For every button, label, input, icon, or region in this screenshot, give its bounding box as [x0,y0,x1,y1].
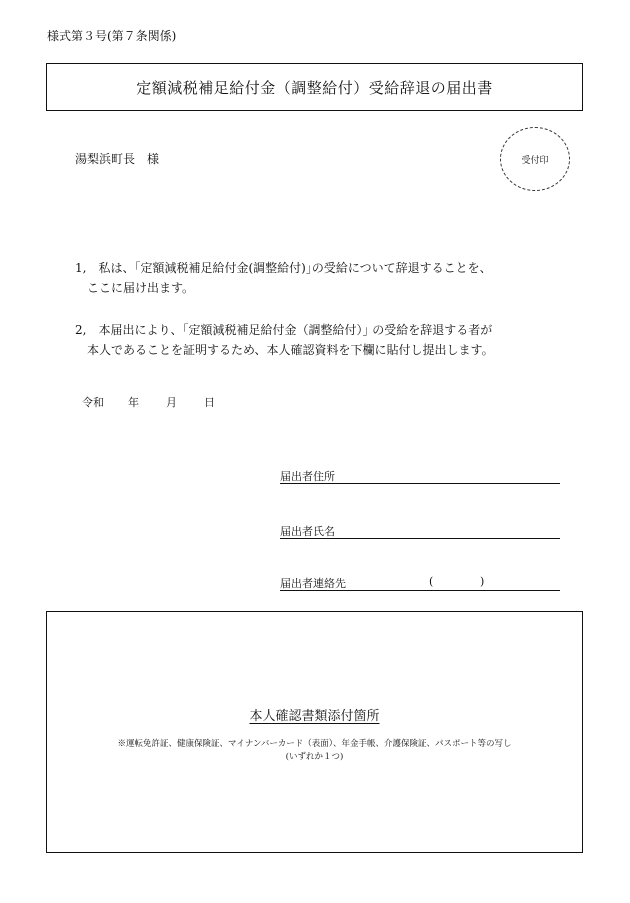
applicant-name-label: 届出者氏名 [280,525,335,538]
applicant-contact-field[interactable] [280,575,560,591]
attachment-note-line-2: (いずれか１つ) [285,752,344,762]
reception-stamp-label: 受付印 [521,155,549,166]
date-day: 日 [204,396,215,409]
contact-paren-open: ( [429,575,434,588]
attachment-title [47,705,582,724]
paragraph-1-line-1: 1, 私は、｢定額減税補足給付金(調整給付)｣の受給について辞退することを、 [75,261,492,275]
date-year: 年 [128,396,139,409]
attachment-title-text: 本人確認書類添付箇所 [249,709,380,724]
id-document-attachment-area [46,611,583,853]
applicant-address-field[interactable] [280,468,560,484]
applicant-contact-label: 届出者連絡先 [280,577,346,590]
date-era: 令和 [82,396,104,409]
paragraph-1-line-2: ここに届け出ます。 [87,281,195,295]
attachment-note [47,738,582,764]
date-row [82,394,215,410]
paragraph-2-line-1: 2, 本届出により、｢定額減税補足給付金（調整給付）｣ の受給を辞退する者が [75,323,493,337]
paragraph-1 [75,258,492,298]
title-box [46,63,583,111]
reception-stamp-area [500,127,570,191]
addressee: 湯梨浜町長 様 [75,152,160,166]
form-number: 様式第３号(第７条関係) [47,29,177,43]
applicant-name-field[interactable] [280,523,560,539]
applicant-address-label: 届出者住所 [280,470,335,483]
document-title: 定額減税補足給付金（調整給付）受給辞退の届出書 [136,78,493,97]
date-month: 月 [166,396,177,409]
paragraph-2-line-2: 本人であることを証明するため、本人確認資料を下欄に貼付し提出します。 [87,343,494,357]
paragraph-2 [75,320,494,360]
attachment-note-line-1: ※運転免許証、健康保険証、マイナンバーカード（表面）、年金手帳、介護保険証、パスポート等の写し [117,739,512,749]
contact-paren-close: ) [480,575,485,588]
